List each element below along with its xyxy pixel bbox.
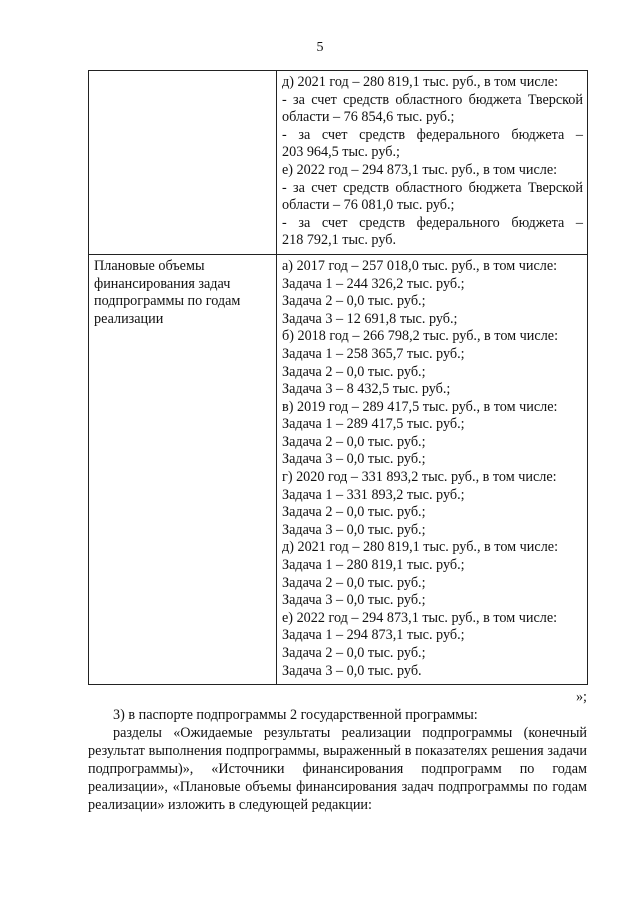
body-text — [88, 706, 587, 814]
page-number: 5 — [316, 40, 324, 55]
row-value-cell — [277, 71, 588, 255]
value-line: Задача 2 – 0,0 тыс. руб.; — [282, 574, 426, 591]
value-line: - за счет средств федерального бюджета – — [282, 126, 583, 143]
label-line: финансирования задач — [94, 275, 231, 292]
value-line: д) 2021 год – 280 819,1 тыс. руб., в том числе: — [282, 74, 559, 90]
value-line: Задача 1 – 258 365,7 тыс. руб.; — [282, 345, 465, 362]
value-line: Задача 2 – 0,0 тыс. руб.; — [282, 293, 426, 310]
row-value-cell — [277, 254, 588, 684]
amendment-paragraph: разделы «Ожидаемые результаты реализации подпрограммы (конечный результат выполнения подпрограммы, выраженный в показателях решения задачи подпрограммы)», «Источники финансирования подпрограмм по годам реализации», «Плановые объемы финансирования задач подпрограммы по годам реализации» изложить в следующей редакции: — [88, 725, 587, 813]
value-line: области – 76 854,6 тыс. руб.; — [282, 109, 455, 126]
value-line: Задача 3 – 0,0 тыс. руб.; — [282, 592, 426, 609]
closing-quote: »; — [575, 689, 587, 705]
value-line: Задача 3 – 0,0 тыс. руб. — [282, 662, 422, 679]
value-line: Задача 1 – 331 893,2 тыс. руб.; — [282, 486, 465, 503]
value-line: Задача 3 – 8 432,5 тыс. руб.; — [282, 381, 451, 398]
passport-table — [88, 70, 588, 685]
value-line: Задача 1 – 280 819,1 тыс. руб.; — [282, 557, 465, 574]
value-line: Задача 1 – 294 873,1 тыс. руб.; — [282, 627, 465, 644]
value-line: Задача 3 – 0,0 тыс. руб.; — [282, 521, 426, 538]
value-line: Задача 3 – 0,0 тыс. руб.; — [282, 451, 426, 468]
table-row — [89, 71, 588, 255]
value-line: - за счет средств областного бюджета Тверской — [282, 91, 583, 108]
value-line: - за счет средств федерального бюджета – — [282, 214, 583, 231]
label-line: Плановые объемы — [94, 257, 205, 274]
value-line: 203 964,5 тыс. руб.; — [282, 144, 400, 161]
table-row — [89, 254, 588, 684]
value-line: д) 2021 год – 280 819,1 тыс. руб., в том числе: — [282, 539, 559, 556]
value-line: е) 2022 год – 294 873,1 тыс. руб., в том числе: — [282, 161, 558, 178]
label-line: реализации — [94, 310, 164, 327]
value-line: Задача 2 – 0,0 тыс. руб.; — [282, 433, 426, 450]
value-line: 218 792,1 тыс. руб. — [282, 232, 396, 249]
value-line: е) 2022 год – 294 873,1 тыс. руб., в том числе: — [282, 609, 558, 626]
value-line: в) 2019 год – 289 417,5 тыс. руб., в том числе: — [282, 398, 558, 415]
label-line: подпрограммы по годам — [94, 293, 241, 310]
row-label-cell — [89, 71, 277, 255]
value-line: г) 2020 год – 331 893,2 тыс. руб., в том числе: — [282, 469, 557, 486]
value-line: Задача 2 – 0,0 тыс. руб.; — [282, 363, 426, 380]
value-line: б) 2018 год – 266 798,2 тыс. руб., в том числе: — [282, 328, 559, 345]
value-line: Задача 3 – 12 691,8 тыс. руб.; — [282, 310, 458, 327]
value-line: Задача 2 – 0,0 тыс. руб.; — [282, 504, 426, 521]
value-line: Задача 2 – 0,0 тыс. руб.; — [282, 645, 426, 661]
amendment-item: 3) в паспорте подпрограммы 2 государственной программы: — [113, 707, 478, 723]
row-label-cell — [89, 254, 277, 684]
value-line: Задача 1 – 244 326,2 тыс. руб.; — [282, 275, 465, 292]
value-line: а) 2017 год – 257 018,0 тыс. руб., в том числе: — [282, 257, 558, 274]
value-line: Задача 1 – 289 417,5 тыс. руб.; — [282, 416, 465, 433]
value-line: области – 76 081,0 тыс. руб.; — [282, 197, 455, 214]
value-line: - за счет средств областного бюджета Тверской — [282, 179, 583, 196]
